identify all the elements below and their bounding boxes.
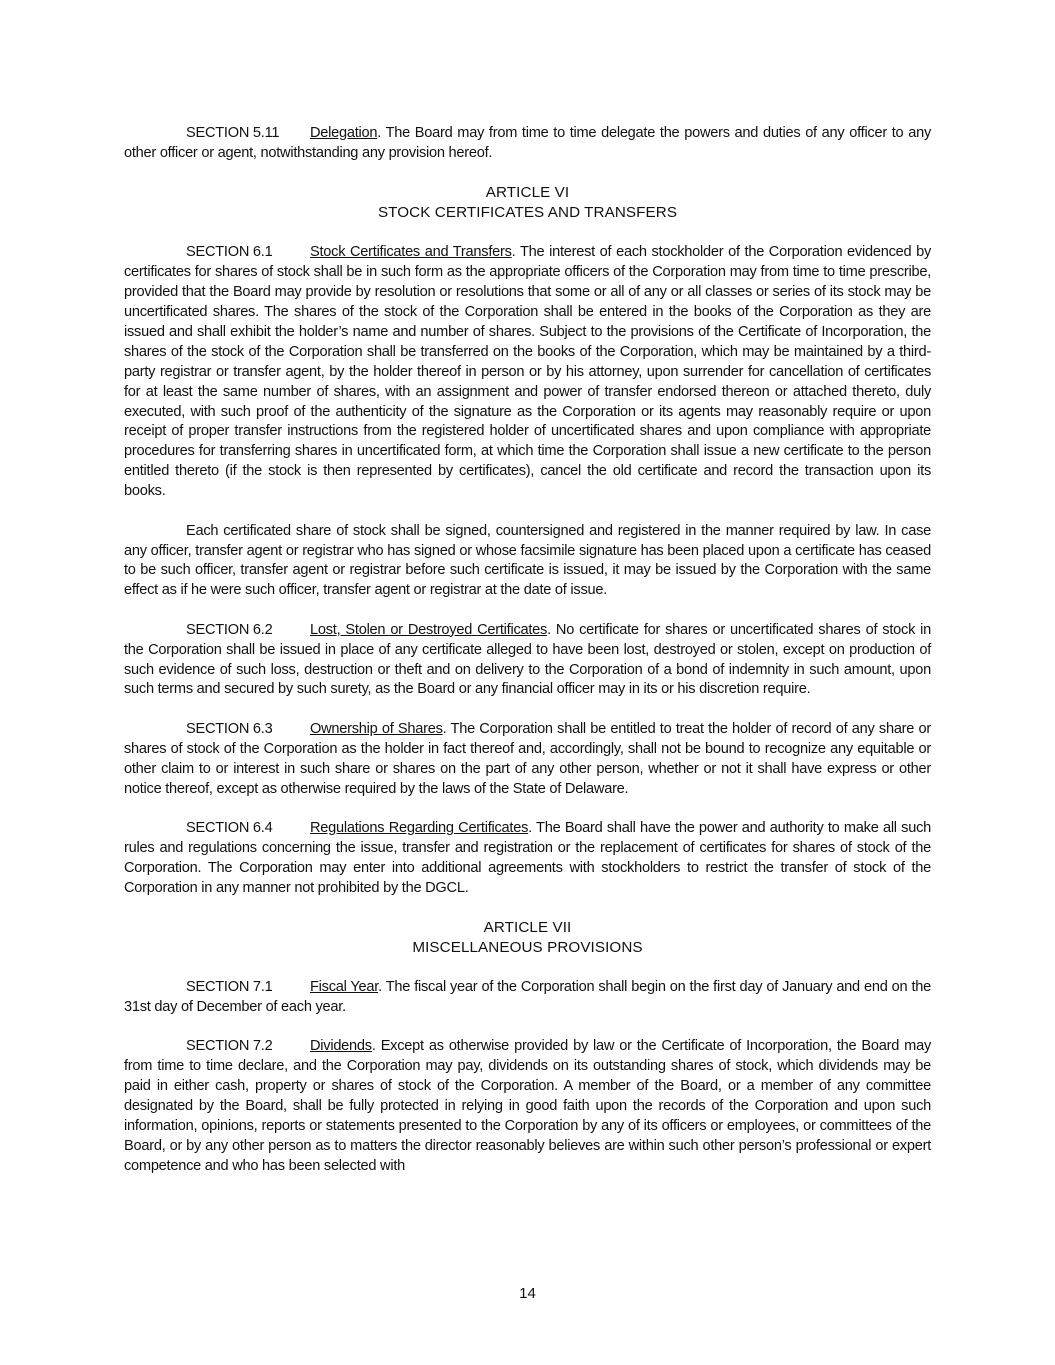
article-6-heading bbox=[124, 183, 931, 223]
section-number: SECTION 5.11 bbox=[186, 125, 280, 141]
section-7-1 bbox=[124, 978, 931, 1018]
section-body: . Except as otherwise provided by law or the Certificate of Incorporation, the Board may from time to time declare, and the Corporation may pay, dividends on its outstanding shares of stock, which dividends may be paid in either cash, property or shares of stock of the Corporation. A member of the Board, or a member of any committee designated by the Board, shall be fully protected in relying in good faith upon the records of the Corporation and upon such information, opinions, reports or statements presented to the Corporation by any of its officers or employees, or committees of the Board, or by any other person as to matters the director reasonably believes are within such other person’s professional or expert competence and who has been selected with bbox=[124, 1038, 931, 1174]
section-6-2 bbox=[124, 621, 931, 701]
document-page bbox=[124, 124, 931, 1196]
section-6-1 bbox=[124, 243, 931, 502]
article-label: ARTICLE VI bbox=[485, 184, 570, 202]
section-title: Regulations Regarding Certificates bbox=[310, 819, 529, 836]
section-6-3 bbox=[124, 720, 931, 800]
section-7-2 bbox=[124, 1037, 931, 1176]
section-title: Stock Certificates and Transfers bbox=[310, 244, 512, 261]
section-6-1-continued: Each certificated share of stock shall be signed, countersigned and registered in the manner required by law. In case any officer, transfer agent or registrar who has signed or whose facsimile signature has been placed upon a certificate has ceased to be such officer, transfer agent or registrar before such certificate is issued, it may be issued by the Corporation with the same effect as if he were such officer, transfer agent or registrar at the date of issue. bbox=[124, 522, 931, 599]
section-title: Fiscal Year bbox=[310, 979, 379, 996]
section-number: SECTION 7.1 bbox=[186, 979, 273, 996]
section-title: Ownership of Shares bbox=[310, 720, 443, 737]
section-title: Lost, Stolen or Destroyed Certificates bbox=[310, 621, 548, 638]
section-number: SECTION 7.2 bbox=[186, 1038, 273, 1055]
section-body: . The Corporation shall be entitled to treat the holder of record of any share or shares of stock of the Corporation as the holder in fact thereof and, accordingly, shall not be bound to recognize any equitable or other claim to or interest in such share or shares on the part of any other person, whether or not it shall have express or other notice thereof, except as otherwise required by the laws of the State of Delaware. bbox=[124, 720, 931, 797]
article-title: STOCK CERTIFICATES AND TRANSFERS bbox=[377, 204, 678, 222]
section-title: Delegation bbox=[310, 125, 378, 141]
section-5-11 bbox=[124, 124, 931, 164]
section-title: Dividends bbox=[310, 1038, 372, 1055]
section-6-4 bbox=[124, 819, 931, 899]
section-number: SECTION 6.1 bbox=[186, 244, 273, 261]
article-title: MISCELLANEOUS PROVISIONS bbox=[412, 939, 643, 957]
section-body: . No certificate for shares or uncertificated shares of stock in the Corporation shall be issued in place of any certificate alleged to have been lost, destroyed or stolen, except on production of such evidence of such loss, destruction or theft and on delivery to the Corporation of a bond of indemnity in such amount, upon such terms and secured by such surety, as the Board or any financial officer may in its or his discretion require. bbox=[124, 621, 931, 698]
article-7-heading bbox=[124, 918, 931, 958]
section-number: SECTION 6.2 bbox=[186, 621, 273, 638]
section-body: . The Board shall have the power and authority to make all such rules and regulations concerning the issue, transfer and registration or the replacement of certificates for shares of stock of the Corporation. The Corporation may enter into additional agreements with stockholders to restrict the transfer of stock of the Corporation in any manner not prohibited by the DGCL. bbox=[124, 819, 931, 896]
section-body: . The Board may from time to time delegate the powers and duties of any officer to any other officer or agent, notwithstanding any provision hereof. bbox=[124, 125, 931, 161]
section-number: SECTION 6.4 bbox=[186, 819, 273, 836]
page-number: 14 bbox=[519, 1285, 536, 1302]
section-body: . The interest of each stockholder of the Corporation evidenced by certificates for shares of stock shall be in such form as the appropriate officers of the Corporation may from time to time prescribe, provided that the Board may provide by resolution or resolutions that some or all of any or all classes or series of its stock may be uncertificated shares. The shares of the stock of the Corporation shall be entered in the books of the Corporation as they are issued and shall exhibit the holder’s name and number of shares. Subject to the provisions of the Certificate of Incorporation, the shares of the stock of the Corporation shall be transferred on the books of the Corporation, which may be maintained by a third-party registrar or transfer agent, by the holder thereof in person or by his attorney, upon surrender for cancellation of certificates for at least the same number of shares, with an assignment and power of transfer endorsed thereon or attached thereto, duly executed, with such proof of the authenticity of the signature as the Corporation or its agents may reasonably require or upon receipt of proper transfer instructions from the registered holder of uncertificated shares and upon compliance with appropriate procedures for transferring shares in uncertificated form, at which time the Corporation shall issue a new certificate to the person entitled thereto (if the stock is then represented by certificates), cancel the old certificate and record the transaction upon its books. bbox=[124, 244, 932, 500]
article-label: ARTICLE VII bbox=[483, 919, 572, 937]
section-number: SECTION 6.3 bbox=[186, 720, 273, 737]
section-body: . The fiscal year of the Corporation shall begin on the first day of January and end on the 31st day of December of each year. bbox=[124, 979, 931, 1015]
